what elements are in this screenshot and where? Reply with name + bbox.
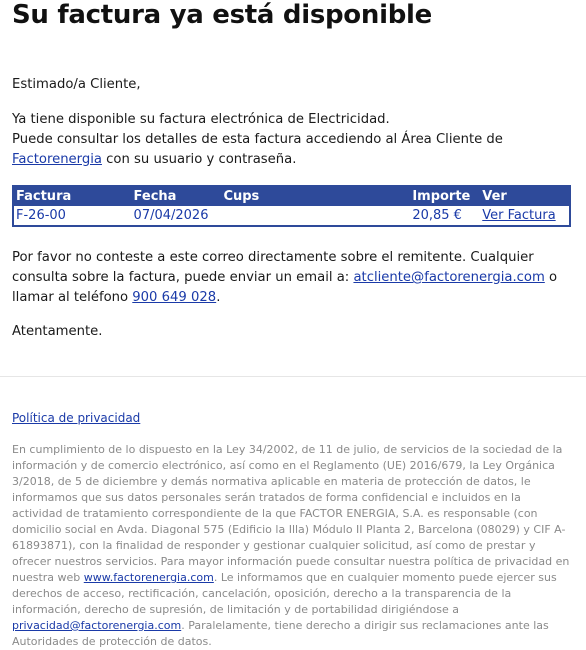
legal-line: derechos de acceso, rectificación, cancelación, oposición, derecho a la transparencia de la	[12, 587, 512, 600]
greeting: Estimado/a Cliente,	[12, 77, 141, 92]
legal-text-part: . Paralelamente, tiene derecho a dirigir sus reclamaciones ante las	[181, 619, 549, 632]
header-importe: Importe	[410, 186, 480, 206]
notice-line-3-end: .	[216, 290, 221, 305]
legal-line: 3/2018, de 5 de diciembre y demás normativa aplicable en materia de protección de datos, le	[12, 475, 531, 488]
cell-factura: F-26-00	[16, 208, 66, 223]
header-factura: Factura	[13, 186, 132, 206]
legal-line: información y de comercio electrónico, así como en el Reglamento (UE) 2016/679, la Ley Orgánica	[12, 459, 555, 472]
cell-ver	[480, 206, 570, 226]
intro-line-3-text: con su usuario y contraseña.	[101, 152, 297, 167]
legal-line: actividad de tratamiento correspondiente de la que FACTOR ENERGIA, S.A. es responsable (con	[12, 507, 538, 520]
legal-line: ofrecer nuestros servicios. Para mayor información puede consultar nuestra política de privacidad en	[12, 555, 570, 568]
intro-line-2: Puede consultar los detalles de esta factura accediendo al Área Cliente de	[12, 132, 503, 147]
header-fecha: Fecha	[132, 186, 222, 206]
legal-line	[12, 570, 572, 586]
legal-line: 61893871), con la finalidad de responder y gestionar cualquier solicitud, así como de prestar y	[12, 539, 536, 552]
cell-fecha: 07/04/2026	[133, 208, 209, 223]
factorenergia-link[interactable]: Factorenergia	[12, 152, 102, 167]
privacy-policy-link[interactable]: Política de privacidad	[12, 411, 141, 425]
cell-importe: 20,85 €	[412, 208, 462, 223]
notice-line-3	[12, 288, 220, 308]
email-title: Su factura ya está disponible	[12, 0, 432, 30]
notice-line-1: Por favor no conteste a este correo directamente sobre el remitente. Cualquier	[12, 250, 534, 265]
invoice-table-header	[13, 186, 570, 206]
legal-text-part: . Le informamos que en cualquier momento puede ejercer sus	[213, 571, 557, 584]
legal-text-part: nuestra web	[12, 571, 84, 584]
header-cups: Cups	[221, 186, 410, 206]
notice-line-3-text: llamar al teléfono	[12, 290, 133, 305]
phone-link[interactable]: 900 649 028	[132, 290, 217, 305]
legal-line	[12, 618, 572, 634]
legal-line: domicilio social en Avda. Diagonal 575 (Edificio la Illa) Módulo II Planta 2, Barcelona (08029) y CIF A-	[12, 523, 566, 536]
notice-line-2-text: consulta sobre la factura, puede enviar un email a:	[12, 270, 354, 285]
closing: Atentamente.	[12, 324, 103, 339]
ver-factura-link[interactable]: Ver Factura	[482, 208, 556, 223]
legal-text	[12, 442, 572, 650]
intro-line-3	[12, 150, 296, 170]
header-ver: Ver	[480, 186, 570, 206]
legal-line: En cumplimiento de lo dispuesto en la Ley 34/2002, de 11 de julio, de servicios de la sociedad de la	[12, 443, 563, 456]
legal-line: información, derecho de supresión, de limitación y de portabilidad dirigiéndose a	[12, 603, 459, 616]
footer-divider	[0, 376, 586, 377]
intro-line-1: Ya tiene disponible su factura electrónica de Electricidad.	[12, 112, 390, 127]
atcliente-email-link[interactable]: atcliente@factorenergia.com	[353, 270, 545, 285]
website-link[interactable]: www.factorenergia.com	[83, 571, 214, 584]
notice-line-2	[12, 268, 557, 288]
notice-line-2-end: o	[544, 270, 558, 285]
cell-cups	[221, 206, 410, 226]
legal-line: informamos que sus datos personales serán tratados de forma confidencial e incluidos en la	[12, 491, 521, 504]
legal-line: Autoridades de protección de datos.	[12, 635, 212, 648]
table-row	[13, 206, 570, 226]
privacy-email-link[interactable]: privacidad@factorenergia.com	[12, 619, 182, 632]
invoice-table	[12, 185, 571, 227]
